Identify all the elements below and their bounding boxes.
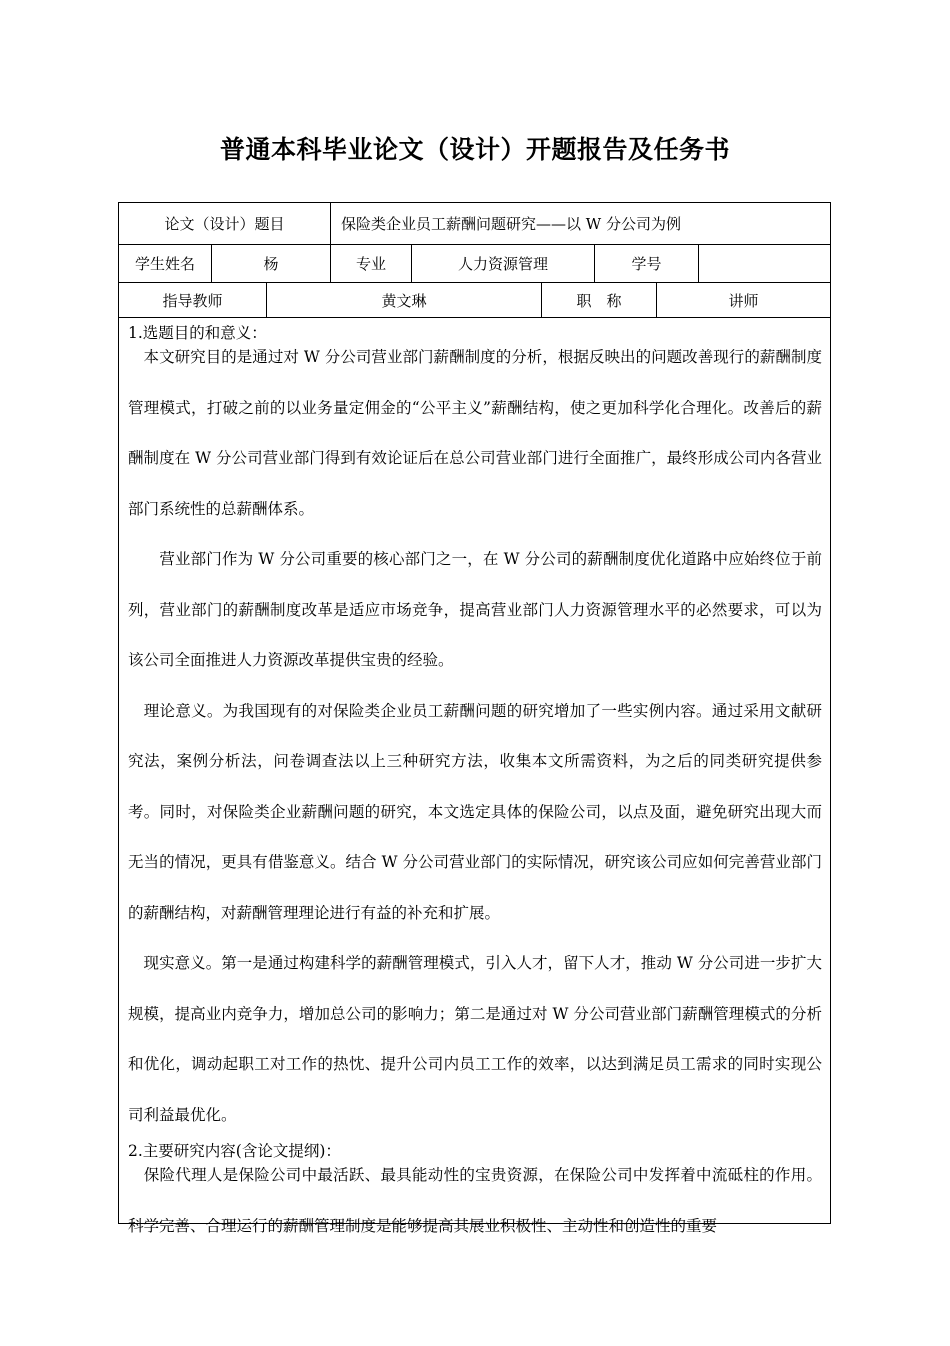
rank-value: 讲师 — [728, 291, 759, 310]
advisor-row — [119, 283, 830, 318]
report-body — [119, 318, 830, 1235]
section1-paragraph: 现实意义。第一是通过构建科学的薪酬管理模式，引入人才，留下人才，推动 W 分公司进一步扩大规模，提高业内竞争力，增加总公司的影响力；第二是通过对 W 分公司营业部门薪酬管理模式的分析和优化，调动起职工对工作的热忱、提升公司内员工工作的效率，以达到满足员工需求的同时实现公司利益最优化。 — [128, 954, 822, 1124]
section1-heading: 1.选题目的和意义： — [128, 324, 267, 342]
student-label: 学生姓名 — [119, 245, 212, 282]
student-row — [119, 245, 830, 283]
student-id-value — [699, 245, 830, 282]
section2-paragraph: 保险代理人是保险公司中最活跃、最具能动性的宝贵资源，在保险公司中发挥着中流砥柱的作用。科学完善、合理运行的薪酬管理制度是能够提高其展业积极性、主动性和创造性的重要 — [128, 1166, 822, 1235]
major-label: 专业 — [331, 245, 412, 282]
report-table — [118, 202, 831, 1235]
rank-label: 职 称 — [542, 283, 657, 317]
topic-row — [119, 203, 830, 245]
section1-paragraph: 本文研究目的是通过对 W 分公司营业部门薪酬制度的分析，根据反映出的问题改善现行的薪酬制度管理模式，打破之前的以业务量定佣金的“公平主义”薪酬结构，使之更加科学化合理化。改善后的薪酬制度在 W 分公司营业部门得到有效论证后在总公司营业部门进行全面推广，最终形成公司内各营业部门系统性的总薪酬体系。 — [128, 348, 822, 518]
advisor-label: 指导教师 — [119, 283, 267, 317]
student-value: 杨 — [212, 245, 331, 282]
section1-paragraph: 营业部门作为 W 分公司重要的核心部门之一，在 W 分公司的薪酬制度优化道路中应始终位于前列，营业部门的薪酬制度改革是适应市场竞争，提高营业部门人力资源管理水平的必然要求，可以为该公司全面推进人力资源改革提供宝贵的经验。 — [128, 550, 822, 669]
section2-heading: 2.主要研究内容(含论文提纲)： — [128, 1142, 341, 1160]
topic-label: 论文（设计）题目 — [119, 203, 331, 244]
student-id-label: 学号 — [595, 245, 699, 282]
section1-paragraph: 理论意义。为我国现有的对保险类企业员工薪酬问题的研究增加了一些实例内容。通过采用文献研究法，案例分析法，问卷调查法以上三种研究方法，收集本文所需资料，为之后的同类研究提供参考。同时，对保险类企业薪酬问题的研究，本文选定具体的保险公司，以点及面，避免研究出现大而无当的情况，更具有借鉴意义。结合 W 分公司营业部门的实际情况，研究该公司应如何完善营业部门的薪酬结构，对薪酬管理理论进行有益的补充和扩展。 — [128, 701, 822, 922]
topic-value: 保险类企业员工薪酬问题研究——以 W 分公司为例 — [341, 215, 681, 233]
major-value: 人力资源管理 — [412, 245, 595, 282]
advisor-value: 黄文琳 — [267, 283, 542, 317]
page-title: 普通本科毕业论文（设计）开题报告及任务书 — [219, 135, 730, 164]
